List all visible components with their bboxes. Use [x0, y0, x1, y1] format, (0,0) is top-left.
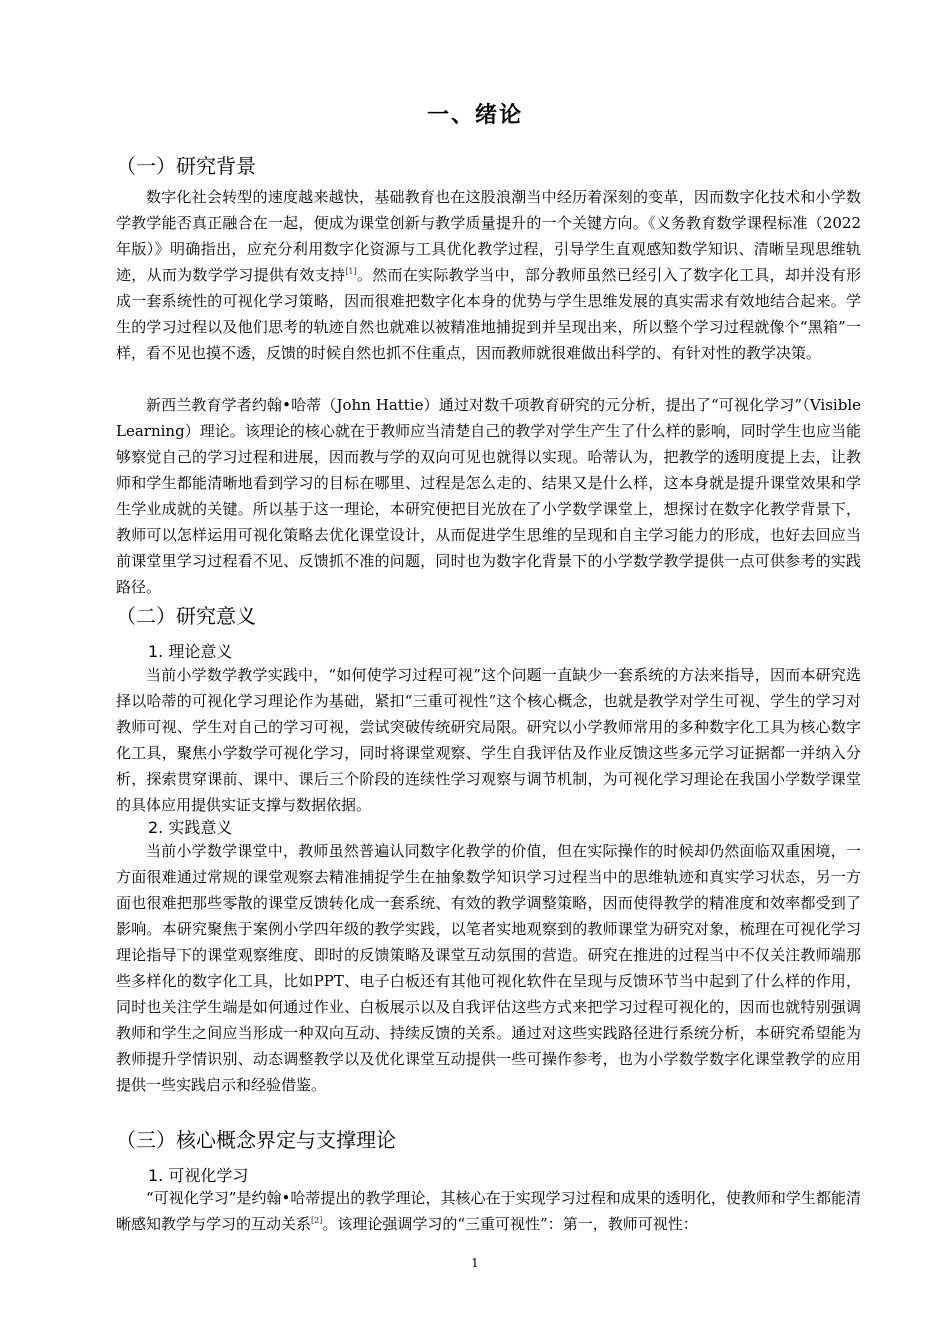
paragraph-practical: 当前小学数学课堂中，教师虽然普遍认同数字化教学的价值，但在实际操作的时候却仍然面临双重困境，一方面很难通过常规的课堂观察去精准捕捉学生在抽象数学知识学习过程当中的思维轨迹和真实学习状态，另一方面也很难把那些零散的课堂反馈转化成一套系统、有效的教学调整策略，因而使得教学的精准度和效率都受到了影响。本研究聚焦于案例小学四年级的教学实践，以笔者实地观察到的教师课堂为研究对象，梳理在可视化学习理论指导下的课堂观察维度、即时的反馈策略及课堂互动氛围的营造。研究在推进的过程当中不仅关注教师端那些多样化的数字化工具，比如PPT、电子白板还有其他可视化软件在呈现与反馈环节当中起到了什么样的作用，同时也关注学生端是如何通过作业、白板展示以及自我评估这些方式来把学习过程可视化的，因而也就特别强调教师和学生之间应当形成一种双向互动、持续反馈的关系。通过对这些实践路径进行系统分析，本研究希望能为教师提升学情识别、动态调整教学以及优化课堂互动提供一些可操作参考，也为小学数学数字化课堂教学的应用提供一些实践启示和经验借鉴。 [116, 842, 861, 1094]
paragraph-visible-learning [116, 1185, 861, 1237]
subheading-theoretical: 1. 理论意义 [148, 642, 233, 661]
citation-ref: [1] [345, 267, 357, 276]
section-heading-significance: （二）研究意义 [116, 604, 256, 628]
chapter-title: 一、绪论 [426, 103, 523, 128]
citation-ref: [2] [311, 1216, 323, 1225]
section-heading-background: （一）研究背景 [116, 154, 256, 178]
paragraph-text: “可视化学习”是约翰•哈蒂提出的教学理论，其核心在于实现学习过程和成果的透明化，使教师和学生都能清晰感知教学与学习的互动关系 [116, 1189, 861, 1233]
page-number: 1 [471, 1256, 479, 1270]
paragraph-text: 数字化社会转型的速度越来越快，基础教育也在这股浪潮当中经历着深刻的变革，因而数字化技术和小学数学教学能否真正融合在一起，便成为课堂创新与教学质量提升的一个关键方向。《义务教育数学课程标准（2022年版）》明确指出，应充分利用数字化资源与工具优化教学过程，引导学生直观感知数学知识、清晰呈现思维轨迹，从而为数学学习提供有效支持 [116, 188, 861, 284]
paragraph-text: 。然而在实际教学当中，部分教师虽然已经引入了数字化工具，却并没有形成一套系统性的可视化学习策略，因而很难把数字化本身的优势与学生思维发展的真实需求有效地结合起来。学生的学习过程以及他们思考的轨迹自然也就难以被精准地捕捉到并呈现出来，所以整个学习过程就像个“黑箱”一样，看不见也摸不透，反馈的时候自然也抓不住重点，因而教师就很难做出科学的、有针对性的教学决策。 [116, 266, 861, 362]
paragraph-text: 。该理论强调学习的“三重可视性”：第一，教师可视性： [322, 1215, 698, 1233]
subheading-visible-learning: 1. 可视化学习 [148, 1166, 249, 1185]
paragraph-background-2: 新西兰教育学者约翰•哈蒂（John Hattie）通过对数千项教育研究的元分析，提出了“可视化学习”（Visible Learning）理论。该理论的核心就在于教师应当清楚自己的教学对学生产生了什么样的影响，同时学生也应当能够察觉自己的学习过程和进展，因而教与学的双向可见也就得以实现。哈蒂认为，把教学的透明度提上去，让教师和学生都能清晰地看到学习的目标在哪里、过程是怎么走的、结果又是什么样，这本身就是提升课堂效果和学生学业成就的关键。所以基于这一理论，本研究便把目光放在了小学数学课堂上，想探讨在数字化教学背景下，教师可以怎样运用可视化策略去优化课堂设计，从而促进学生思维的呈现和自主学习能力的形成，也好去回应当前课堂里学习过程看不见、反馈抓不准的问题，同时也为数字化背景下的小学数学教学提供一点可供参考的实践路径。 [116, 396, 861, 596]
paragraph-theoretical: 当前小学数学教学实践中，“如何使学习过程可视”这个问题一直缺少一套系统的方法来指导，因而本研究选择以哈蒂的可视化学习理论作为基础，紧扣“三重可视性”这个核心概念，也就是教学对学生可视、学生的学习对教师可视、学生对自己的学习可视，尝试突破传统研究局限。研究以小学教师常用的多种数字化工具为核心数字化工具，聚焦小学数学可视化学习，同时将课堂观察、学生自我评估及作业反馈这些多元学习证据都一并纳入分析，探索贯穿课前、课中、课后三个阶段的连续性学习观察与调节机制，为可视化学习理论在我国小学数学课堂的具体应用提供实证支撑与数据依据。 [116, 666, 861, 814]
section-heading-concepts: （三）核心概念界定与支撑理论 [116, 1128, 396, 1152]
subheading-practical: 2. 实践意义 [148, 818, 233, 837]
paragraph-background-1 [116, 184, 861, 366]
